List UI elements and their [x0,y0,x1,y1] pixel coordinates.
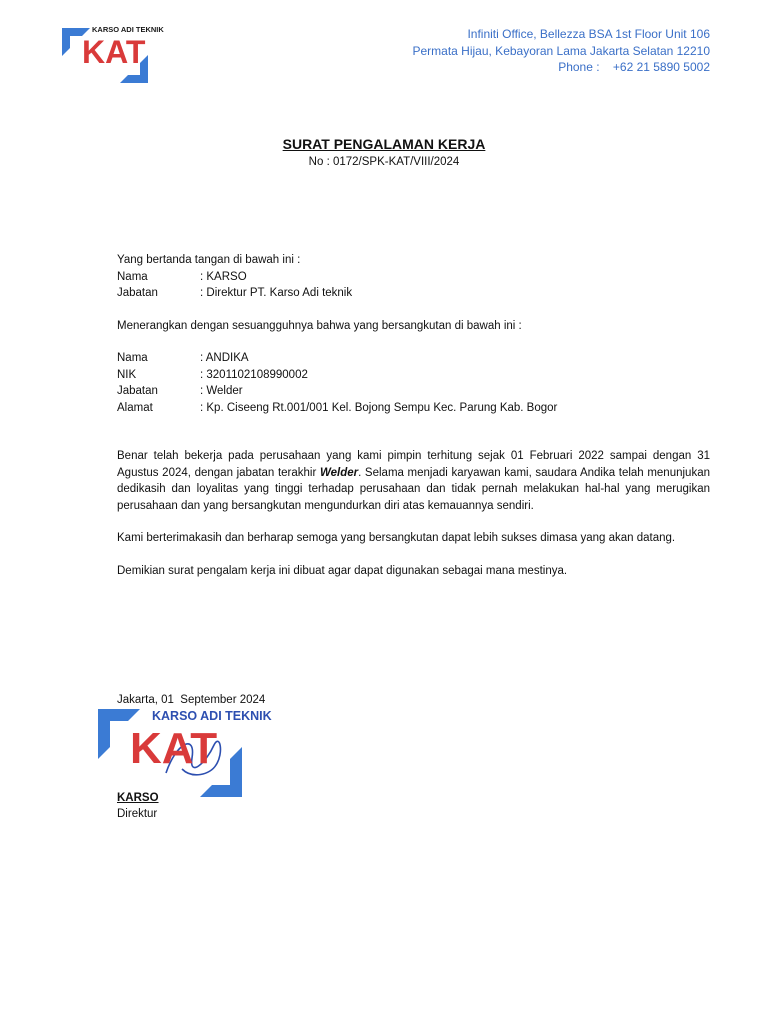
field-value: : KARSO [200,270,247,283]
company-stamp [96,703,272,799]
company-address [412,26,710,76]
paragraph-thanks: Kami berterimakasih dan berharap semoga yang bersangkutan dapat lebih sukses dimasa yang akan datang. [117,532,676,544]
address-line-2: Permata Hijau, Kebayoran Lama Jakarta Selatan 12210 [412,43,710,58]
letter-number: No : 0172/SPK-KAT/VIII/2024 [308,156,460,168]
signer-position-row [117,285,710,302]
field-value: : Kp. Ciseeng Rt.001/001 Kel. Bojong Sempu Kec. Parung Kab. Bogor [200,401,558,414]
stamp-mark: KAT [130,724,218,773]
employee-block [117,350,710,416]
field-label: Nama [117,352,148,364]
declaration-text: Menerangkan dengan sesuangguhnya bahwa yang bersangkutan di bawah ini : [117,320,522,332]
employee-address-row [117,400,710,417]
logo-mark: KAT [82,34,146,70]
field-value: : Welder [200,385,243,397]
field-label: NIK [117,368,137,381]
logo-brand-name: KARSO ADI TEKNIK [92,25,164,34]
signatory-title: Direktur [117,808,158,820]
field-label: Jabatan [117,385,158,397]
signer-name-row [117,269,710,286]
paragraph-text: Benar telah bekerja pada perusahaan yang kami pimpin terhitung sejak 01 Februari 2022 sampai dengan 31 Agustus 2024, dengan jabatan terakhir [117,450,710,479]
address-line-1: Infiniti Office, Bellezza BSA 1st Floor Unit 106 [467,27,710,41]
employee-name-row [117,350,710,367]
place-date: Jakarta, 01 September 2024 [117,694,266,706]
field-value: : 3201102108990002 [200,368,308,381]
letter-title: SURAT PENGALAMAN KERJA [282,136,486,152]
field-label: Jabatan [117,287,158,299]
employee-position-row [117,383,710,400]
paragraph-text: . Selama menjadi karyawan kami, saudara Andika telah menunjukan dedikasih dan loyalitas yang tinggi terhadap perusahaan dan tidak pernah melakukan hal-hal yang merugikan perusahaan dan yang bersangkutan mengundurkan diri atas kemauannya sendiri. [117,466,710,512]
employee-nik-row [117,367,710,384]
field-value: : ANDIKA [200,352,249,364]
stamp-brand-name: KARSO ADI TEKNIK [152,709,272,723]
field-label: Alamat [117,401,153,414]
emphasis-position: Welder [319,466,359,479]
intro-text: Yang bertanda tangan di bawah ini : [117,254,301,266]
field-label: Nama [117,270,148,283]
field-value: : Direktur PT. Karso Adi teknik [200,287,353,299]
phone-line: Phone : +62 21 5890 5002 [558,60,710,74]
company-logo [62,25,172,85]
paragraph-employment [117,448,710,514]
paragraph-closing: Demikian surat pengalam kerja ini dibuat agar dapat digunakan sebagai mana mestinya. [117,565,568,577]
signatory-name: KARSO [117,792,159,804]
signer-block [117,252,710,302]
